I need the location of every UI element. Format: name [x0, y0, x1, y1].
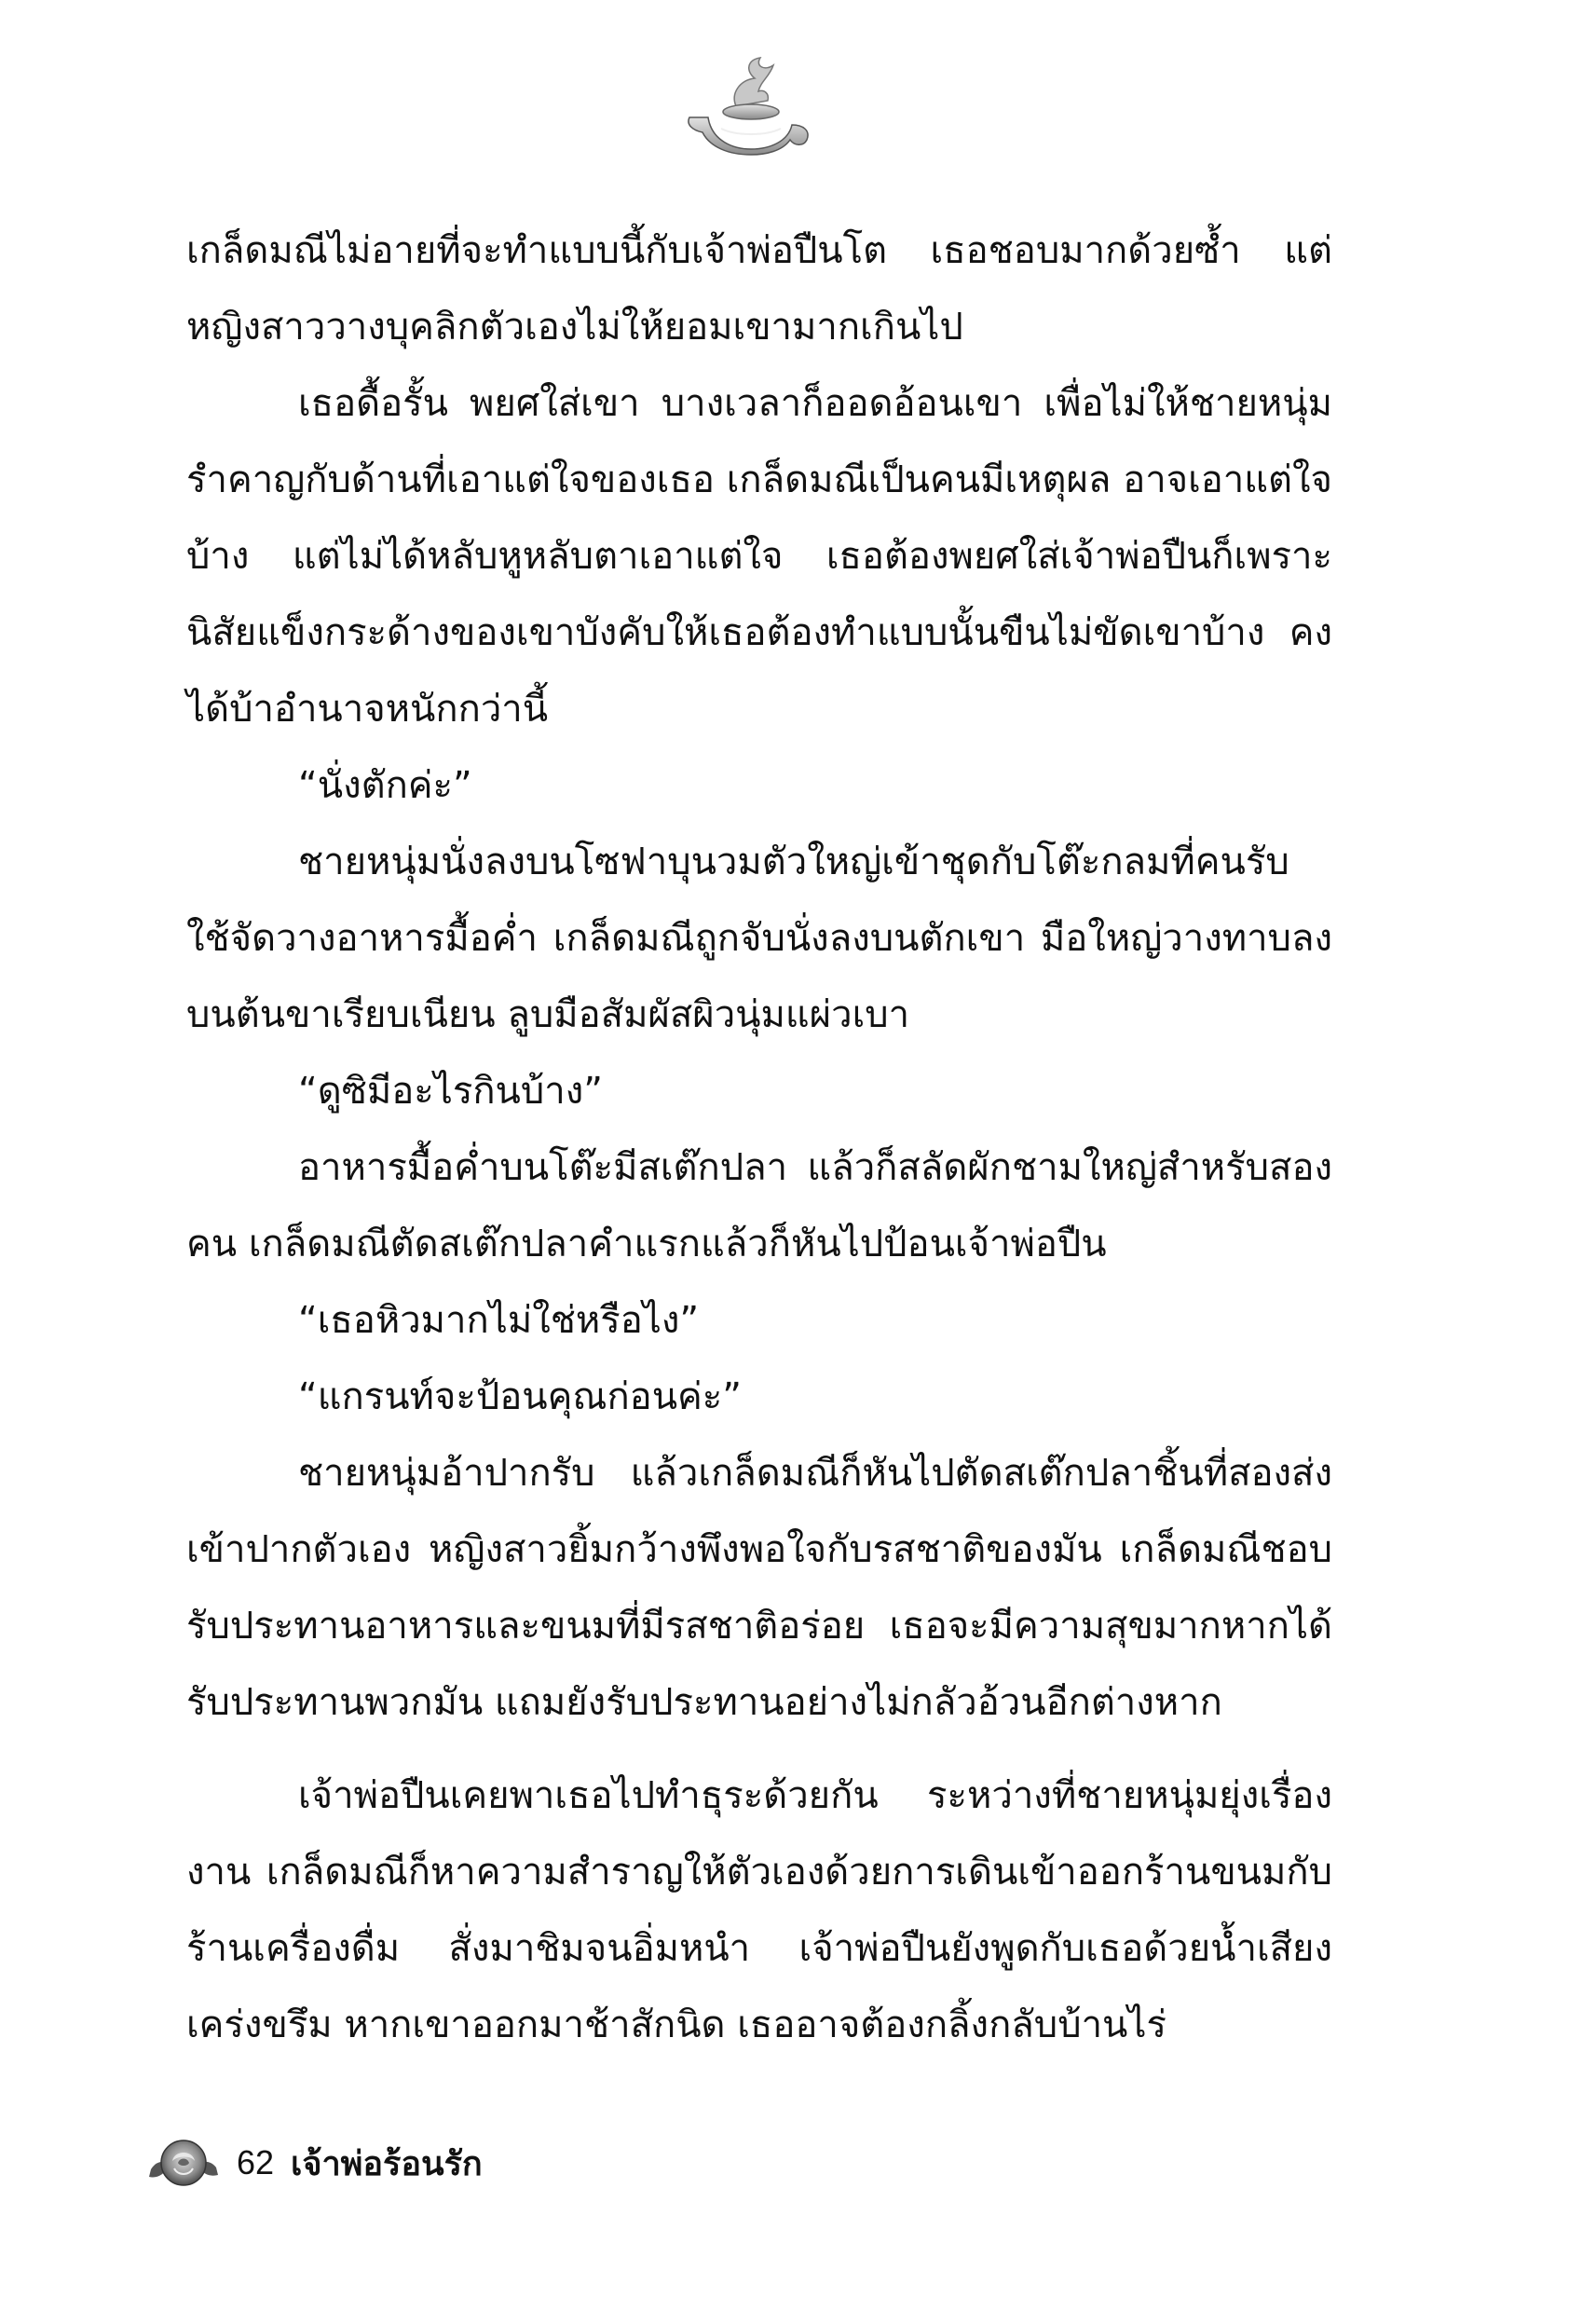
book-title: เจ้าพ่อร้อนรัก: [291, 2144, 483, 2183]
dialogue-line: “เธอหิวมากไม่ใช่หรือไง”: [298, 1299, 700, 1342]
paragraph: เธอดื้อรั้น พยศใส่เขา บางเวลาก็ออดอ้อนเขา เพื่อไม่ให้ชายหนุ่มรำคาญกับด้านที่เอาแต่ใจของเธอ เกล็ดมณีเป็นคนมีเหตุผล อาจเอาแต่ใจบ้าง แต่ไม่ได้หลับหูหลับตาเอาแต่ใจ เธอต้องพยศใส่เจ้าพ่อปืนก็เพราะนิสัยแข็งกระด้างของเขาบังคับให้เธอต้องทำแบบนั้นขืนไม่ขัดเขาบ้าง คงได้บ้าอำนาจหนักกว่านี้: [186, 382, 1332, 731]
dialogue-line: “แกรนท์จะป้อนคุณก่อนค่ะ”: [298, 1375, 743, 1418]
body-text: [186, 212, 1332, 2063]
rose-icon: [147, 2132, 220, 2194]
page-number: 62: [237, 2143, 275, 2181]
paragraph: อาหารมื้อค่ำบนโต๊ะมีสเต๊กปลา แล้วก็สลัดผักชามใหญ่สำหรับสองคน เกล็ดมณีตัดสเต๊กปลาคำแรกแล้วก็หันไปป้อนเจ้าพ่อปืน: [186, 1146, 1332, 1265]
page-footer: [147, 2130, 483, 2195]
paragraph: ชายหนุ่มนั่งลงบนโซฟาบุนวมตัวใหญ่เข้าชุดกับโต๊ะกลมที่คนรับใช้จัดวางอาหารมื้อค่ำ เกล็ดมณีถูกจับนั่งลงบนตักเขา มือใหญ่วางทาบลงบนต้นขาเรียบเนียน ลูบมือสัมผัสผิวนุ่มแผ่วเบา: [186, 841, 1332, 1036]
genie-lamp-icon: [680, 56, 820, 158]
dialogue-line: “ดูซิมีอะไรกินบ้าง”: [298, 1070, 603, 1113]
paragraph: ชายหนุ่มอ้าปากรับ แล้วเกล็ดมณีก็หันไปตัดสเต๊กปลาชิ้นที่สองส่งเข้าปากตัวเอง หญิงสาวยิ้มกว้างพึงพอใจกับรสชาติของมัน เกล็ดมณีชอบรับประทานอาหารและขนมที่มีรสชาติอร่อย เธอจะมีความสุขมากหากได้รับประทานพวกมัน แถมยังรับประทานอย่างไม่กลัวอ้วนอีกต่างหาก: [186, 1452, 1332, 1724]
paragraph: เกล็ดมณีไม่อายที่จะทำแบบนี้กับเจ้าพ่อปืนโต เธอชอบมากด้วยซ้ำ แต่หญิงสาววางบุคลิกตัวเองไม่ให้ยอมเขามากเกินไป: [186, 229, 1332, 349]
dialogue-line: “นั่งตักค่ะ”: [298, 764, 472, 807]
paragraph: เจ้าพ่อปืนเคยพาเธอไปทำธุระด้วยกัน ระหว่างที่ชายหนุ่มยุ่งเรื่องงาน เกล็ดมณีก็หาความสำราญให้ตัวเองด้วยการเดินเข้าออกร้านขนมกับร้านเครื่องดื่ม สั่งมาชิมจนอิ่มหนำ เจ้าพ่อปืนยังพูดกับเธอด้วยน้ำเสียงเคร่งขรึม หากเขาออกมาช้าสักนิด เธออาจต้องกลิ้งกลับบ้านไร่: [186, 1774, 1332, 2046]
